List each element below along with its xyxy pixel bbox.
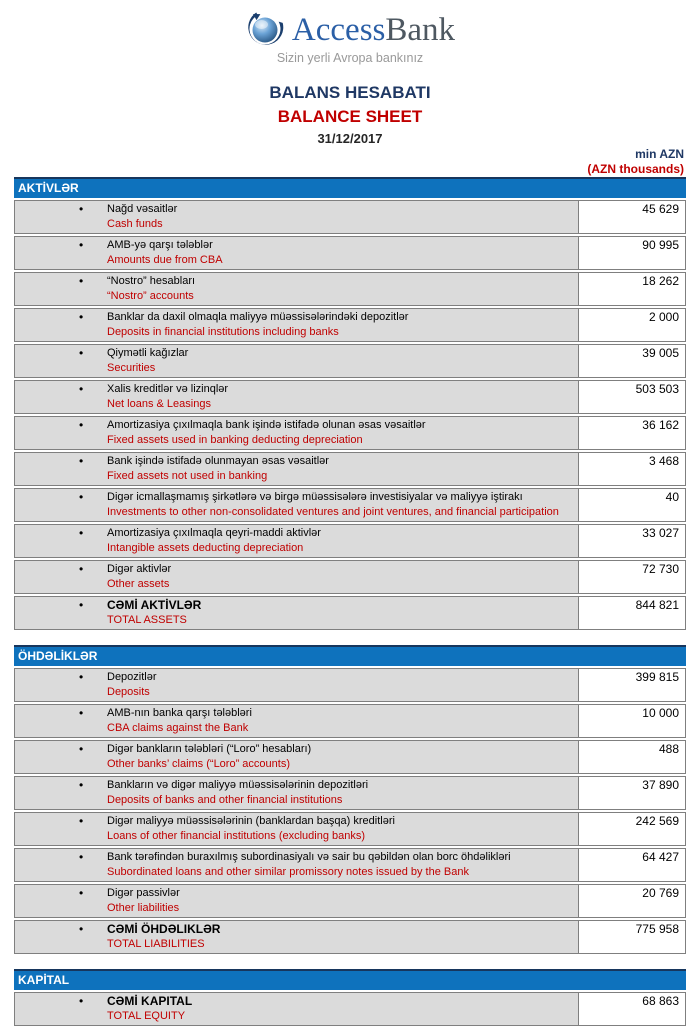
row-label-az: Qiymətli kağızlar	[107, 347, 189, 359]
section-header: ÖHDƏLİKLƏR	[14, 645, 686, 666]
row-label-cell	[15, 561, 578, 593]
row-texts	[107, 526, 574, 555]
units-note	[14, 147, 686, 177]
row-texts	[107, 562, 574, 591]
row-label-cell	[15, 381, 578, 413]
row-label-cell	[15, 345, 578, 377]
document-title-az: BALANS HESABATI	[269, 83, 431, 102]
row-label-az: “Nostro” hesabları	[107, 275, 196, 287]
row-texts	[107, 238, 574, 267]
row-texts	[107, 454, 574, 483]
document-title-en: BALANCE SHEET	[277, 107, 423, 126]
row-label-cell	[15, 813, 578, 845]
row-texts	[107, 742, 574, 771]
bank-logo	[14, 10, 686, 65]
row-value: 20 769	[578, 885, 685, 917]
row-label-en: Cash funds	[107, 217, 163, 230]
row-texts	[107, 706, 574, 735]
row-label-az: AMB-nın banka qarşı tələbləri	[107, 707, 252, 719]
row-texts	[107, 202, 574, 231]
row-texts	[107, 886, 574, 915]
row-value: 37 890	[578, 777, 685, 809]
row-label-az: Bank tərəfindən buraxılmış subordinasiyalı və sair bu qəbildən olan borc öhdəlikləri	[107, 851, 511, 863]
table-row	[14, 992, 686, 1026]
bullet-icon: •	[79, 994, 84, 1008]
row-label-az: Digər aktivlər	[107, 563, 172, 575]
row-label-az: AMB-yə qarşı tələblər	[107, 239, 213, 251]
row-label-en: CBA claims against the Bank	[107, 721, 249, 734]
row-value: 503 503	[578, 381, 685, 413]
report-date: 31/12/2017	[317, 131, 383, 146]
bullet-icon: •	[79, 202, 84, 216]
table-row	[14, 848, 686, 882]
section-header: KAPİTAL	[14, 969, 686, 990]
row-label-en: Intangible assets deducting depreciation	[107, 541, 304, 554]
bullet-icon: •	[79, 274, 84, 288]
row-value: 68 863	[578, 993, 685, 1025]
row-texts	[107, 382, 574, 411]
row-label-az: Amortizasiya çıxılmaqla qeyri-maddi aktivlər	[107, 527, 321, 539]
units-az: min AZN	[635, 147, 684, 161]
row-value: 399 815	[578, 669, 685, 701]
row-label-en: “Nostro” accounts	[107, 289, 194, 302]
table-row	[14, 524, 686, 558]
table-row	[14, 416, 686, 450]
bullet-icon: •	[79, 238, 84, 252]
row-value: 36 162	[578, 417, 685, 449]
wordmark-access: Access	[291, 12, 386, 48]
table-row	[14, 272, 686, 306]
row-value: 775 958	[578, 921, 685, 953]
row-label-az: Digər icmallaşmamış şirkətlərə və birgə müəssisələrə investisiyalar və maliyyə iştirakı	[107, 491, 523, 503]
row-label-cell	[15, 309, 578, 341]
table-row	[14, 812, 686, 846]
row-label-cell	[15, 921, 578, 953]
row-label-az: Digər bankların tələbləri (“Loro” hesabları)	[107, 743, 312, 755]
table-row	[14, 308, 686, 342]
bank-wordmark	[292, 10, 455, 50]
row-label-az: CƏMİ ÖHDƏLIKLƏR	[107, 922, 221, 936]
table-row	[14, 560, 686, 594]
bullet-icon: •	[79, 598, 84, 612]
row-texts	[107, 346, 574, 375]
section-rows	[14, 200, 686, 630]
row-label-en: Other banks’ claims (“Loro” accounts)	[107, 757, 290, 770]
row-label-az: Digər passivlər	[107, 887, 180, 899]
table-row	[14, 704, 686, 738]
bullet-icon: •	[79, 814, 84, 828]
row-label-cell	[15, 453, 578, 485]
bullet-icon: •	[79, 850, 84, 864]
row-value: 2 000	[578, 309, 685, 341]
table-row	[14, 380, 686, 414]
row-label-en: Net loans & Leasings	[107, 397, 211, 410]
bullet-icon: •	[79, 346, 84, 360]
row-label-az: Bankların və digər maliyyə müəssisələrinin depozitləri	[107, 779, 369, 791]
table-row	[14, 596, 686, 630]
row-value: 33 027	[578, 525, 685, 557]
row-texts	[107, 310, 574, 339]
row-texts	[107, 994, 574, 1023]
row-label-cell	[15, 705, 578, 737]
bullet-icon: •	[79, 670, 84, 684]
row-label-cell	[15, 489, 578, 521]
row-texts	[107, 418, 574, 447]
row-label-cell	[15, 597, 578, 629]
row-label-cell	[15, 669, 578, 701]
row-value: 488	[578, 741, 685, 773]
row-label-cell	[15, 777, 578, 809]
table-row	[14, 488, 686, 522]
bullet-icon: •	[79, 490, 84, 504]
bullet-icon: •	[79, 454, 84, 468]
row-label-az: CƏMİ KAPITAL	[107, 994, 193, 1008]
table-row	[14, 884, 686, 918]
bullet-icon: •	[79, 382, 84, 396]
bullet-icon: •	[79, 778, 84, 792]
table-row	[14, 740, 686, 774]
bullet-icon: •	[79, 706, 84, 720]
row-label-en: TOTAL LIABILITIES	[107, 937, 205, 950]
row-value: 39 005	[578, 345, 685, 377]
row-texts	[107, 850, 574, 879]
row-label-az: Xalis kreditlər və lizinqlər	[107, 383, 229, 395]
row-value: 72 730	[578, 561, 685, 593]
row-texts	[107, 922, 574, 951]
row-label-cell	[15, 741, 578, 773]
row-label-az: CƏMİ AKTİVLƏR	[107, 598, 202, 612]
row-label-cell	[15, 417, 578, 449]
row-label-en: Other liabilities	[107, 901, 180, 914]
balance-sheet-tables	[14, 177, 686, 1026]
row-value: 40	[578, 489, 685, 521]
row-value: 45 629	[578, 201, 685, 233]
row-label-en: Securities	[107, 361, 156, 374]
units-en: (AZN thousands)	[587, 162, 684, 176]
row-texts	[107, 778, 574, 807]
row-label-en: Loans of other financial institutions (excluding banks)	[107, 829, 366, 842]
section-header: AKTİVLƏR	[14, 177, 686, 198]
row-label-en: Fixed assets used in banking deducting depreciation	[107, 433, 363, 446]
table-row	[14, 776, 686, 810]
row-label-en: Investments to other non-consolidated ventures and joint ventures, and financial participation	[107, 505, 559, 518]
row-texts	[107, 670, 574, 699]
row-texts	[107, 274, 574, 303]
row-label-en: Subordinated loans and other similar promissory notes issued by the Bank	[107, 865, 469, 878]
row-texts	[107, 814, 574, 843]
row-label-en: Amounts due from CBA	[107, 253, 223, 266]
row-label-en: TOTAL ASSETS	[107, 613, 187, 626]
bank-tagline: Sizin yerli Avropa bankınız	[276, 51, 424, 65]
bullet-icon: •	[79, 310, 84, 324]
row-label-en: Other assets	[107, 577, 170, 590]
section-1	[14, 645, 686, 954]
bullet-icon: •	[79, 922, 84, 936]
bullet-icon: •	[79, 562, 84, 576]
table-row	[14, 920, 686, 954]
table-row	[14, 452, 686, 486]
row-label-cell	[15, 885, 578, 917]
bullet-icon: •	[79, 418, 84, 432]
section-2	[14, 969, 686, 1026]
row-value: 64 427	[578, 849, 685, 881]
row-label-cell	[15, 237, 578, 269]
accessbank-globe-icon	[245, 10, 285, 50]
bullet-icon: •	[79, 886, 84, 900]
row-label-en: Deposits	[107, 685, 150, 698]
bullet-icon: •	[79, 526, 84, 540]
row-label-az: Banklar da daxil olmaqla maliyyə müəssisələrindəki depozitlər	[107, 311, 409, 323]
section-0	[14, 177, 686, 630]
wordmark-bank: Bank	[385, 12, 456, 48]
row-label-az: Depozitlər	[107, 671, 157, 683]
row-label-en: TOTAL EQUITY	[107, 1009, 186, 1022]
section-rows	[14, 668, 686, 954]
row-label-cell	[15, 525, 578, 557]
row-value: 242 569	[578, 813, 685, 845]
row-label-az: Nağd vəsaitlər	[107, 203, 178, 215]
row-texts	[107, 490, 574, 519]
row-label-en: Deposits in financial institutions including banks	[107, 325, 339, 338]
row-label-cell	[15, 993, 578, 1025]
row-label-cell	[15, 201, 578, 233]
row-value: 90 995	[578, 237, 685, 269]
row-label-en: Fixed assets not used in banking	[107, 469, 268, 482]
row-label-cell	[15, 273, 578, 305]
row-label-az: Bank işində istifadə olunmayan əsas vəsaitlər	[107, 455, 329, 467]
row-label-cell	[15, 849, 578, 881]
table-row	[14, 668, 686, 702]
row-label-en: Deposits of banks and other financial institutions	[107, 793, 343, 806]
table-row	[14, 236, 686, 270]
table-row	[14, 344, 686, 378]
row-label-az: Amortizasiya çıxılmaqla bank işində istifadə olunan əsas vəsaitlər	[107, 419, 426, 431]
bullet-icon: •	[79, 742, 84, 756]
row-value: 18 262	[578, 273, 685, 305]
section-rows	[14, 992, 686, 1026]
row-value: 844 821	[578, 597, 685, 629]
row-value: 10 000	[578, 705, 685, 737]
row-value: 3 468	[578, 453, 685, 485]
row-label-az: Digər maliyyə müəssisələrinin (banklardan başqa) kreditləri	[107, 815, 395, 827]
row-texts	[107, 598, 574, 627]
table-row	[14, 200, 686, 234]
